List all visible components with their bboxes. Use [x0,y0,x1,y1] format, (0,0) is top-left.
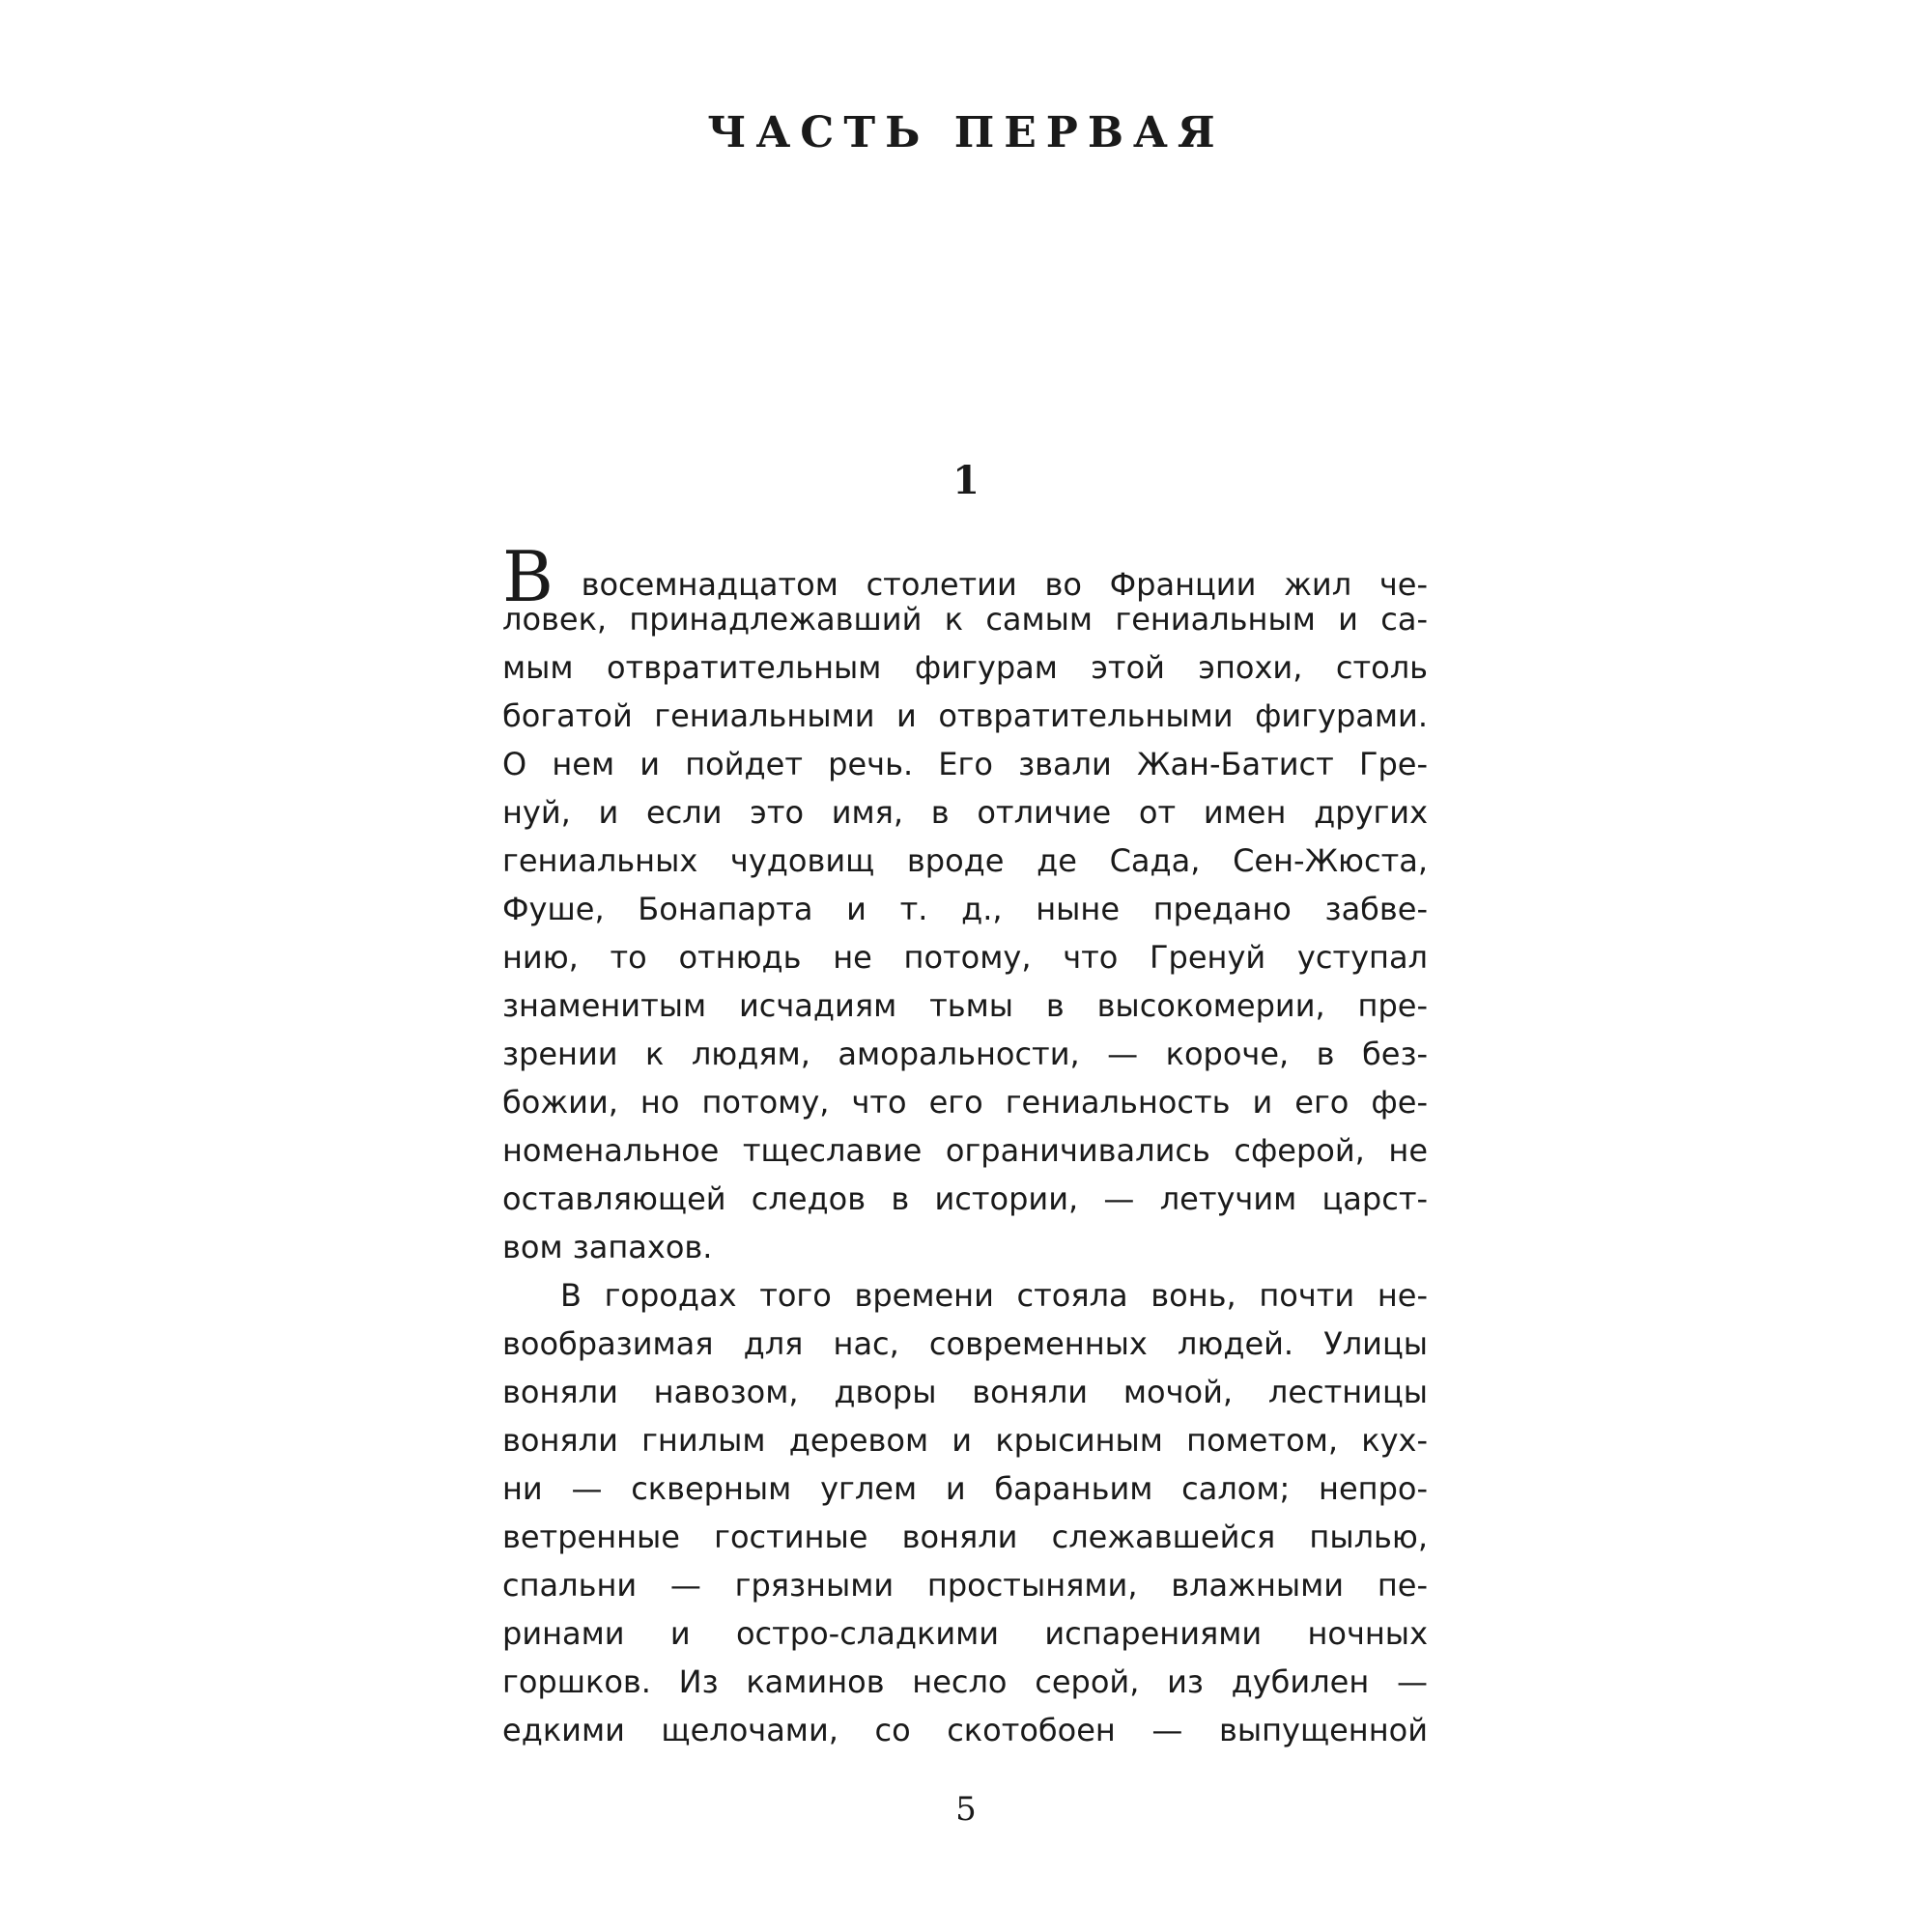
text-line: зрении к людям, аморальности, — короче, в без- [502,1036,1428,1072]
text-line: мым отвратительным фигурам этой эпохи, столь [502,649,1428,686]
text-line: Фуше, Бонапарта и т. д., ныне предано забве- [502,891,1428,927]
body-text [502,536,1428,1754]
text-line: оставляющей следов в истории, — летучим царст- [502,1180,1428,1217]
text-line: воняли навозом, дворы воняли мочой, лестницы [502,1374,1428,1410]
text-line: ринами и остро-сладкими испарениями ночных [502,1615,1428,1652]
drop-cap: В [502,536,554,617]
text-line: едкими щелочами, со скотобоен — выпущенной [502,1712,1428,1748]
page-number: 5 [955,1790,977,1829]
text-line: О нем и пойдет речь. Его звали Жан-Батист Гре- [502,746,1428,782]
text-line: божии, но потому, что его гениальность и его фе- [502,1084,1428,1121]
text-line: вом запахов. [502,1229,713,1265]
text-line: гениальных чудовищ вроде де Сада, Сен-Жюста, [502,842,1428,879]
text-line: вообразимая для нас, современных людей. Улицы [502,1325,1428,1362]
text-line: горшков. Из каминов несло серой, из дубилен — [502,1663,1428,1700]
chapter-number: 1 [952,458,980,503]
text-line: нуй, и если это имя, в отличие от имен других [502,794,1428,831]
text-line: богатой гениальными и отвратительными фигурами. [502,697,1428,734]
text-line [502,536,1428,617]
text-line: номенальное тщеславие ограничивались сферой, не [502,1132,1428,1169]
line-text: восемнадцатом столетии во Франции жил че- [553,566,1428,603]
text-line: ловек, принадлежавший к самым гениальным и са- [502,601,1428,638]
text-line: нию, то отнюдь не потому, что Гренуй уступал [502,939,1428,976]
text-line: В городах того времени стояла вонь, почти не- [560,1277,1428,1314]
text-line: спальни — грязными простынями, влажными пе- [502,1567,1428,1604]
text-line: ветренные гостиные воняли слежавшейся пылью, [502,1519,1428,1555]
text-line: знаменитым исчадиям тьмы в высокомерии, пре- [502,987,1428,1024]
text-line: воняли гнилым деревом и крысиным пометом, кух- [502,1422,1428,1459]
text-line: ни — скверным углем и бараньим салом; непро- [502,1470,1428,1507]
part-title: ЧАСТЬ ПЕРВАЯ [707,108,1225,157]
